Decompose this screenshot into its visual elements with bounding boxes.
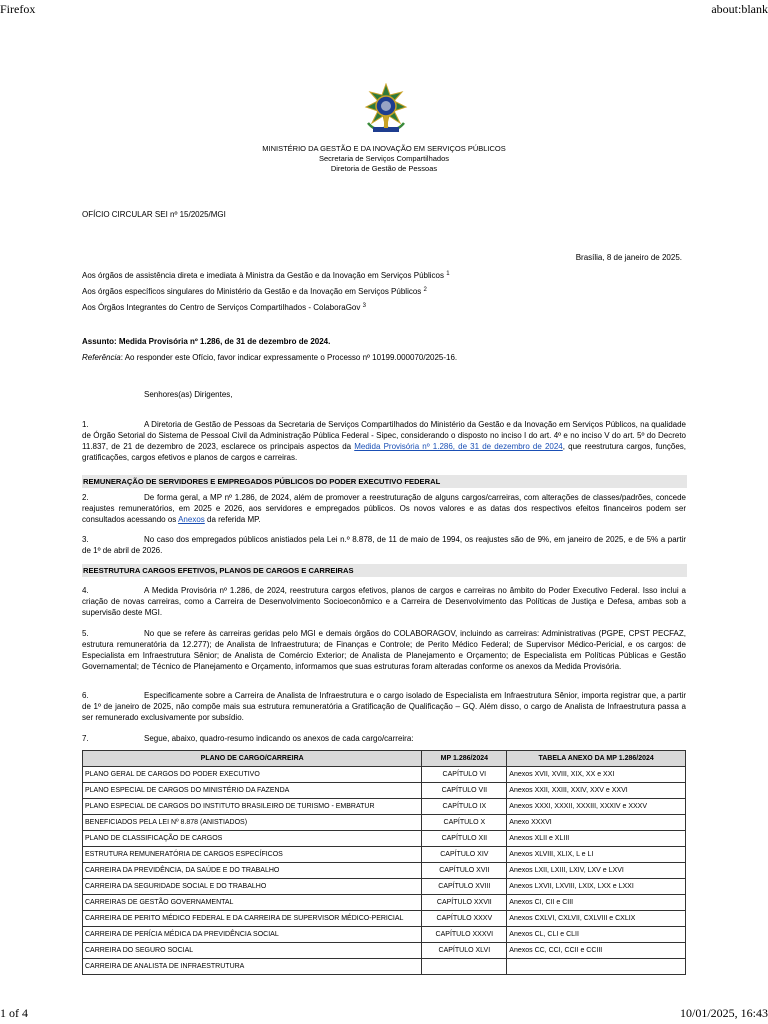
paragraph-5: 5. No que se refere às carreiras geridas pelo MGI e demais órgãos do COLABORAGOV, incluindo as carreiras: Administrativas (PGPE, CPST PECFAZ, estrutura remuneratória da 12.277); de Analista de Infraestrutura; de Finanças e Controle; de Perito Médico Federal; de Supervisor Médico-Pericial, e os cargos: de Especialista em Infraestrutura Sênior; de Analista de Comércio Exterior; de Analista de Planejamento e Orçamento; de Especialista em Políticas Públicas e Gestão Governamental; de Técnico de Planejamento e Orçamento, informamos que suas estruturas foram alteradas conforme os anexos da Medida Provisória. xyxy=(82,629,686,671)
paragraph-1: 1. A Diretoria de Gestão de Pessoas da Secretaria de Serviços Compartilhados do Ministério da Gestão e da Inovação em Serviços Públicos, na qualidade de Órgão Setorial do Sistema de Pessoal Civil da Administração Pública Federal - Sipec, considerando o disposto no inciso I do art. 4º e no inciso V do art. 5º do Decreto 11.837, de 21 de dezembro de 2023, esclarece os principais aspectos da Medida Provisória nº 1.286, de 31 de dezembro de 2024, que reestrutura cargos, funções, gratificações, cargos efetivos e planos de cargos e carreiras. xyxy=(82,420,687,462)
table-row: PLANO DE CLASSIFICAÇÃO DE CARGOS CAPÍTULO XII Anexos XLII e XLIII xyxy=(83,831,686,847)
paragraph-4: 4. A Medida Provisória nº 1.286, de 2024, reestrutura cargos efetivos, planos de cargos e carreiras no âmbito do Poder Executivo Federal. Isso inclui a criação de novas carreiras, como a Carreira de Desenvolvimento Socioeconômico e a Carreira de Desenvolvimento das Políticas de Justiça e Defesa, ambas sob a supervisão deste MGI. xyxy=(82,586,686,617)
recipient-line: Aos órgãos de assistência direta e imediata à Ministra da Gestão e da Inovação em Serviços Públicos $^1$ xyxy=(82,271,450,280)
table-row: CARREIRA DE PERÍCIA MÉDICA DA PREVIDÊNCIA SOCIAL CAPÍTULO XXXVI Anexos CL, CLI e CLII xyxy=(83,927,686,943)
recipient-line: Aos Órgãos Integrantes do Centro de Serviços Compartilhados - ColaboraGov $^3$ xyxy=(82,303,366,312)
coat-of-arms-icon xyxy=(362,83,410,135)
section-heading-reestrutura: REESTRUTURA CARGOS EFETIVOS, PLANOS DE CARGOS E CARREIRAS xyxy=(82,564,687,577)
table-header-row xyxy=(83,751,686,767)
page-url: about:blank xyxy=(711,2,768,16)
print-footer xyxy=(0,1006,768,1020)
anexos-link[interactable]: Anexos xyxy=(178,515,205,524)
table-row: CARREIRA DA PREVIDÊNCIA, DA SAÚDE E DO TRABALHO CAPÍTULO XVII Anexos LXII, LXIII, LXIV, LXV e LXVI xyxy=(83,863,686,879)
table-row: CARREIRA DE PERITO MÉDICO FEDERAL E DA CARREIRA DE SUPERVISOR MÉDICO-PERICIAL CAPÍTULO XXXV Anexos CXLVI, CXLVII, CXLVIII e CXLIX xyxy=(83,911,686,927)
secretariat-name: Secretaria de Serviços Compartilhados xyxy=(318,154,450,163)
recipient-line: Aos órgãos específicos singulares do Ministério da Gestão e da Inovação em Serviços Públicos $^2$ xyxy=(82,287,427,296)
page-bottom-margin xyxy=(0,985,768,1007)
recipients xyxy=(82,268,450,316)
subject-line: Assunto: Medida Provisória nº 1.286, de 31 de dezembro de 2024. xyxy=(82,337,331,346)
column-header: PLANO DE CARGO/CARREIRA xyxy=(83,751,422,767)
salutation: Senhores(as) Dirigentes, xyxy=(144,390,233,399)
column-header: MP 1.286/2024 xyxy=(422,751,507,767)
table-row: PLANO ESPECIAL DE CARGOS DO INSTITUTO BRASILEIRO DE TURISMO - EMBRATUR CAPÍTULO IX Anexos XXXI, XXXII, XXXIII, XXXIV e XXXV xyxy=(83,799,686,815)
summary-table xyxy=(82,750,686,975)
ministry-name: MINISTÉRIO DA GESTÃO E DA INOVAÇÃO EM SERVIÇOS PÚBLICOS xyxy=(262,144,506,153)
reference-line: Referência: Ao responder este Ofício, favor indicar expressamente o Processo nº 10199.000070/2025-16. xyxy=(82,353,458,362)
table-row: CARREIRA DO SEGURO SOCIAL CAPÍTULO XLVI Anexos CC, CCI, CCII e CCIII xyxy=(83,943,686,959)
table-row: PLANO GERAL DE CARGOS DO PODER EXECUTIVO CAPÍTULO VI Anexos XVII, XVIII, XIX, XX e XXI xyxy=(83,767,686,783)
table-row: CARREIRAS DE GESTÃO GOVERNAMENTAL CAPÍTULO XXVII Anexos CI, CII e CIII xyxy=(83,895,686,911)
table-row: BENEFICIADOS PELA LEI Nº 8.878 (ANISTIADOS) CAPÍTULO X Anexo XXXVI xyxy=(83,815,686,831)
ministry-header xyxy=(82,144,686,174)
oficio-number: OFÍCIO CIRCULAR SEI nº 15/2025/MGI xyxy=(82,210,226,219)
print-timestamp: 10/01/2025, 16:43 xyxy=(679,1006,768,1020)
page-indicator: 1 of 4 xyxy=(0,1006,28,1020)
paragraph-2: 2. De forma geral, a MP nº 1.286, de 2024, além de promover a reestruturação de alguns cargos/carreiras, com alterações de classes/padrões, concede reajustes remuneratórios, em 2025 e 2026, aos servidores e empregados públicos. Os novos valores e as datas dos respectivos efeitos financeiros podem ser consultados acessando os Anexos da referida MP. xyxy=(82,493,686,524)
print-header xyxy=(0,2,768,16)
browser-title: Firefox xyxy=(0,2,36,16)
table-row: PLANO ESPECIAL DE CARGOS DO MINISTÉRIO DA FAZENDA CAPÍTULO VII Anexos XXII, XXIII, XXIV, XXV e XXVI xyxy=(83,783,686,799)
paragraph-6: 6. Especificamente sobre a Carreira de Analista de Infraestrutura e o cargo isolado de Especialista em Infraestrutura Sênior, importa registrar que, a partir de 1º de janeiro de 2025, não compõe mais sua estrutura remuneratória a Gratificação de Qualificação – GQ. Além disso, o cargo de Analista de Infraestrutura passa a ser remunerado exclusivamente por subsídio. xyxy=(82,691,686,722)
document-date: Brasília, 8 de janeiro de 2025. xyxy=(575,253,682,262)
paragraph-7: 7. Segue, abaixo, quadro-resumo indicando os anexos de cada cargo/carreira: xyxy=(82,734,414,743)
section-heading-remuneracao: REMUNERAÇÃO DE SERVIDORES E EMPREGADOS PÚBLICOS DO PODER EXECUTIVO FEDERAL xyxy=(82,475,687,488)
column-header: TABELA ANEXO DA MP 1.286/2024 xyxy=(507,751,686,767)
table-row: CARREIRA DA SEGURIDADE SOCIAL E DO TRABALHO CAPÍTULO XVIII Anexos LXVII, LXVIII, LXIX, LXX e LXXI xyxy=(83,879,686,895)
table-row: CARREIRA DE ANALISTA DE INFRAESTRUTURA xyxy=(83,959,686,975)
table-row: ESTRUTURA REMUNERATÓRIA DE CARGOS ESPECÍFICOS CAPÍTULO XIV Anexos XLVIII, XLIX, L e LI xyxy=(83,847,686,863)
paragraph-3: 3. No caso dos empregados públicos anistiados pela Lei n.º 8.878, de 11 de maio de 1994, os reajustes são de 9%, em janeiro de 2025, e de 5% a partir de 1º de abril de 2026. xyxy=(82,535,686,555)
mp-1286-link[interactable]: Medida Provisória nº 1.286, de 31 de dezembro de 2024 xyxy=(354,442,563,451)
directorate-name: Diretoria de Gestão de Pessoas xyxy=(330,164,438,173)
